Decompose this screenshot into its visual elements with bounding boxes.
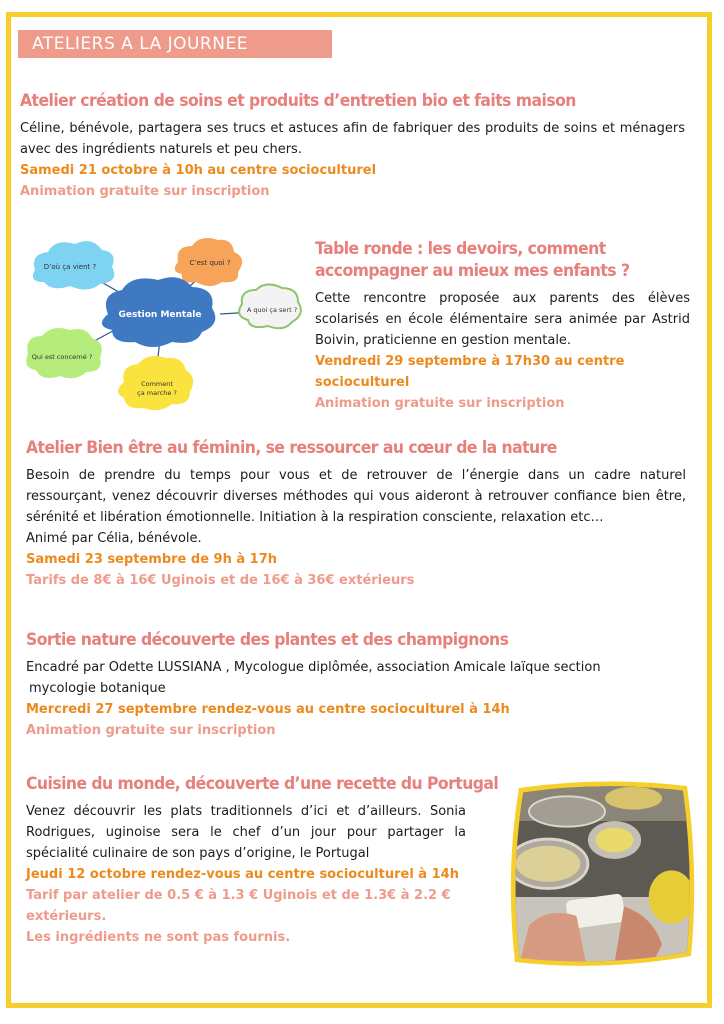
cuisine-ingredients-note: Les ingrédients ne sont pas fournis. [26, 930, 291, 945]
mindmap-question: C’est quoi ? [189, 259, 231, 267]
mindmap-illustration [20, 232, 305, 422]
workshop-wellbeing [26, 437, 686, 591]
nature-description-line2: mycologie botanique [29, 681, 166, 696]
nature-price: Animation gratuite sur inscription [26, 723, 276, 738]
cooking-photo [505, 778, 698, 968]
cloud-blue-top [33, 241, 114, 289]
wellbeing-description: Besoin de prendre du temps pour vous et de retrouver de l’énergie dans un cadre naturel ressourçant, venez découvrir diverses méthodes qui vous aideront à retrouver confiance bien être, sérénité et libération émotionnelle. Initiation à la respiration consciente, relaxation etc… [26, 468, 686, 525]
round-table-date: Vendredi 29 septembre à 17h30 au centre [315, 354, 625, 369]
section-banner: ATELIERS A LA JOURNEE [18, 30, 332, 58]
round-table-price: Animation gratuite sur inscription [315, 396, 565, 411]
wellbeing-date: Samedi 23 septembre de 9h à 17h [26, 552, 278, 567]
cuisine-date: Jeudi 12 octobre rendez-vous au centre socioculturel à 14h [26, 867, 459, 882]
nature-title: Sortie nature découverte des plantes et des champignons [26, 630, 509, 650]
round-table-homework [315, 238, 690, 414]
nature-description: Encadré par Odette LUSSIANA , Mycologue diplômée, association Amicale laïque section [26, 660, 601, 675]
round-table-description: Cette rencontre proposée aux parents des élèves scolarisés en école élémentaire sera animée par Astrid Boivin, praticienne en gestion mentale. [315, 291, 690, 348]
wellbeing-title: Atelier Bien être au féminin, se ressourcer au cœur de la nature [26, 438, 557, 458]
world-cuisine [26, 773, 499, 948]
workshop-description: Céline, bénévole, partagera ses trucs et astuces afin de fabriquer des produits de soins et ménagers avec des ingrédients naturels et peu chers. [20, 121, 685, 157]
mindmap-question: A quoi ça sert ? [246, 306, 298, 314]
cuisine-description: Venez découvrir les plats traditionnels d’ici et d’ailleurs. Sonia Rodrigues, uginoise sera le chef d’un jour pour partager la spécialité culinaire de son pays d’origine, le Portugal [26, 804, 466, 861]
mindmap-question: ça marche ? [137, 389, 177, 397]
round-table-date-line2: socioculturel [315, 375, 410, 390]
workshop-title: Atelier création de soins et produits d’entretien bio et faits maison [20, 91, 576, 111]
nature-date: Mercredi 27 septembre rendez-vous au centre socioculturel à 14h [26, 702, 510, 717]
cuisine-price-line2: extérieurs. [26, 909, 107, 924]
workshop-price: Animation gratuite sur inscription [20, 184, 270, 199]
cloud-center [102, 277, 215, 347]
mindmap-question: Qui est concerné ? [31, 353, 93, 361]
mindmap-question: Comment [141, 380, 173, 388]
wellbeing-host: Animé par Célia, bénévole. [26, 531, 202, 546]
wellbeing-price: Tarifs de 8€ à 16€ Uginois et de 16€ à 36€ extérieurs [26, 573, 415, 588]
mindmap-center-label: Gestion Mentale [118, 310, 202, 320]
nature-outing [26, 629, 686, 741]
cloud-white [239, 284, 301, 328]
cloud-yellow [118, 356, 193, 410]
cloud-green [26, 328, 102, 378]
mindmap-question: D’où ça vient ? [43, 263, 97, 271]
cuisine-title: Cuisine du monde, découverte d’une recette du Portugal [26, 774, 499, 794]
round-table-title-line2: accompagner au mieux mes enfants ? [315, 261, 630, 281]
workshop-bio-products [20, 90, 685, 202]
cuisine-price: Tarif par atelier de 0.5 € à 1.3 € Uginois et de 1.3€ à 2.2 € [26, 888, 451, 903]
cloud-orange [175, 238, 242, 286]
round-table-title: Table ronde : les devoirs, comment [315, 239, 606, 259]
workshop-date: Samedi 21 octobre à 10h au centre socioculturel [20, 163, 377, 178]
